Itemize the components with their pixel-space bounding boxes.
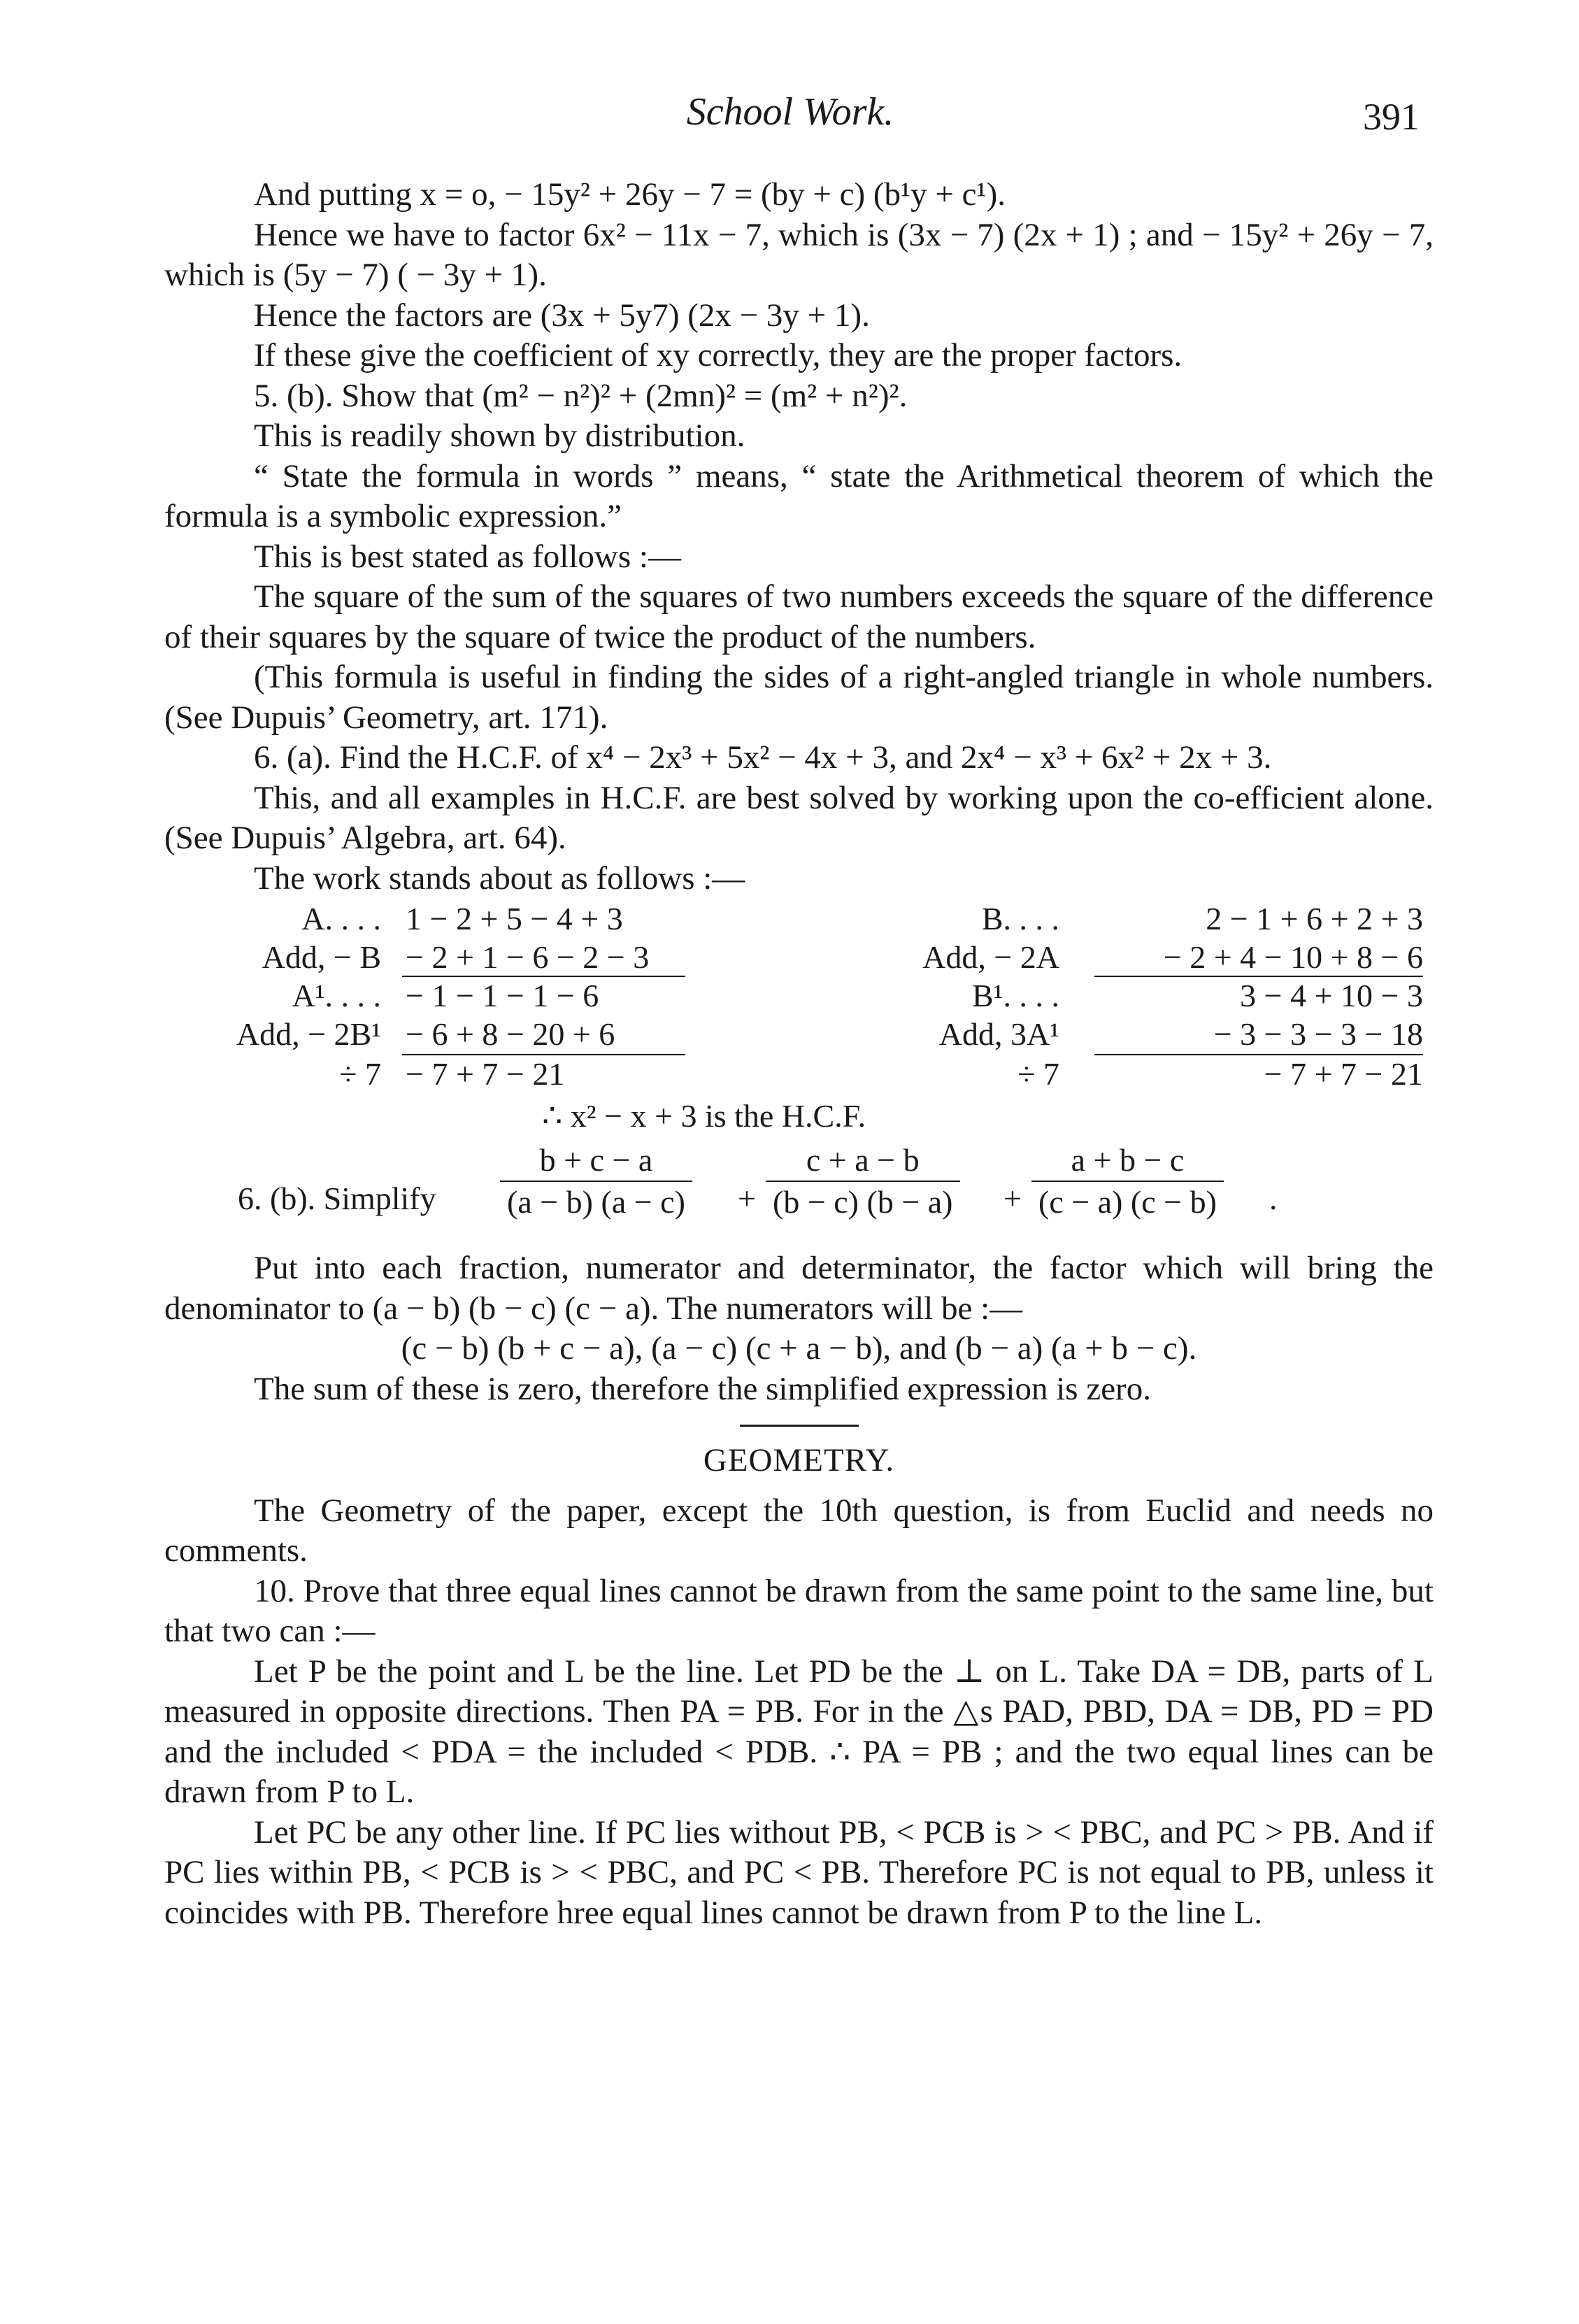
- hcf-right-expr: 2 − 1 + 6 + 2 + 3: [1206, 901, 1423, 936]
- paragraph: This, and all examples in H.C.F. are best solved by working upon the co-efficient alone. (See Dupuis’ Algebra, art. 64).: [164, 779, 1434, 856]
- hcf-right-label: B¹. . . .: [972, 978, 1059, 1013]
- hcf-left-expr: − 6 + 8 − 20 + 6: [406, 1016, 615, 1052]
- fraction-denominator: (b − c) (b − a): [766, 1181, 960, 1222]
- hcf-working: [164, 899, 1434, 1140]
- hcf-right-rule: [1094, 1054, 1423, 1055]
- fraction-numerator: a + b − c: [1071, 1142, 1185, 1178]
- paragraph: This is best stated as follows :—: [254, 538, 681, 575]
- hcf-conclusion: ∴ x² − x + 3 is the H.C.F.: [542, 1098, 866, 1134]
- section-title: GEOMETRY.: [703, 1442, 895, 1478]
- paragraph: This is readily shown by distribution.: [254, 418, 745, 454]
- end-period: .: [1269, 1181, 1278, 1216]
- paragraph: Put into each fraction, numerator and determinator, the factor which will bring the denominator to (a − b) (b − c) (c − a). The numerators will be :—: [164, 1250, 1434, 1327]
- fraction-numerator: c + a − b: [806, 1142, 920, 1178]
- section-divider: [740, 1425, 859, 1427]
- hcf-right-expr: − 3 − 3 − 3 − 18: [1213, 1016, 1423, 1052]
- paragraph: The sum of these is zero, therefore the simplified expression is zero.: [254, 1370, 1151, 1407]
- hcf-left-label: ÷ 7: [339, 1056, 381, 1092]
- hcf-left-expr: − 1 − 1 − 1 − 6: [406, 978, 599, 1013]
- hcf-left-label: A. . . .: [301, 901, 381, 936]
- fraction-numerator: b + c − a: [539, 1142, 653, 1178]
- paragraph: The work stands about as follows :—: [254, 860, 745, 897]
- hcf-left-label: Add, − 2B¹: [236, 1016, 381, 1052]
- plus-sign: +: [1003, 1181, 1022, 1216]
- hcf-right-expr: − 2 + 4 − 10 + 8 − 6: [1163, 939, 1423, 975]
- hcf-left-rule: [402, 1054, 685, 1055]
- paragraph: Hence we have to factor 6x² − 11x − 7, which is (3x − 7) (2x + 1) ; and − 15y² + 26y − 7, which is (5y − 7) ( − 3y + 1).: [164, 216, 1434, 293]
- hcf-right-label: B. . . .: [981, 901, 1059, 936]
- hcf-left-label: Add, − B: [262, 939, 381, 975]
- page-header: [161, 90, 1420, 145]
- hcf-left-expr: 1 − 2 + 5 − 4 + 3: [406, 901, 623, 936]
- fraction-denominator: (c − a) (c − b): [1031, 1181, 1224, 1222]
- paragraph: Let P be the point and L be the line. Let PD be the ⊥ on L. Take DA = DB, parts of L measured in opposite directions. Then PA = PB. For in the △s PAD, PBD, DA = DB, PD = PD and the included < PDA = the included < PDB. ∴ PA = PB ; and the two equal lines can be drawn from P to L.: [164, 1653, 1434, 1810]
- hcf-left-expr: − 7 + 7 − 21: [406, 1056, 565, 1092]
- paragraph: 6. (a). Find the H.C.F. of x⁴ − 2x³ + 5x² − 4x + 3, and 2x⁴ − x³ + 6x² + 2x + 3.: [254, 739, 1272, 776]
- page-body: [164, 175, 1434, 1933]
- paragraph: (This formula is useful in finding the sides of a right-angled triangle in whole numbers. (See Dupuis’ Geometry, art. 171).: [164, 659, 1434, 736]
- numerators-line: (c − b) (b + c − a), (a − c) (c + a − b), and (b − a) (a + b − c).: [401, 1330, 1197, 1367]
- hcf-right-label: Add, 3A¹: [938, 1016, 1059, 1052]
- simplify-expression: [164, 1140, 1434, 1248]
- hcf-right-rule: [1094, 976, 1423, 977]
- paragraph: Hence the factors are (3x + 5y7) (2x − 3y + 1).: [254, 297, 870, 334]
- hcf-right-label: ÷ 7: [1017, 1056, 1059, 1092]
- plus-sign: +: [738, 1181, 756, 1216]
- hcf-right-expr: 3 − 4 + 10 − 3: [1240, 978, 1423, 1013]
- paragraph: Let PC be any other line. If PC lies without PB, < PCB is > < PBC, and PC > PB. And if PC lies within PB, < PCB is > < PBC, and PC < PB. Therefore PC is not equal to PB, unless it coincides with PB. Therefore hree equal lines cannot be drawn from P to the line L.: [164, 1813, 1434, 1931]
- paragraph: If these give the coefficient of xy correctly, they are the proper factors.: [254, 337, 1183, 373]
- fraction-1: [500, 1140, 692, 1222]
- hcf-right-label: Add, − 2A: [922, 939, 1059, 975]
- simplify-label: 6. (b). Simplify: [238, 1181, 436, 1216]
- paragraph: The Geometry of the paper, except the 10th question, is from Euclid and needs no comments.: [164, 1492, 1434, 1569]
- fraction-denominator: (a − b) (a − c): [500, 1181, 692, 1222]
- paragraph: 10. Prove that three equal lines cannot be drawn from the same point to the same line, but that two can :—: [164, 1572, 1434, 1649]
- page-number: 391: [1363, 96, 1420, 138]
- hcf-left-rule: [402, 976, 685, 977]
- running-title: School Work.: [686, 90, 894, 134]
- hcf-right-expr: − 7 + 7 − 21: [1264, 1056, 1423, 1092]
- fraction-2: [766, 1140, 960, 1222]
- fraction-3: [1031, 1140, 1224, 1222]
- paragraph: The square of the sum of the squares of two numbers exceeds the square of the difference of their squares by the square of twice the product of the numbers.: [164, 578, 1434, 655]
- hcf-left-label: A¹. . . .: [292, 978, 381, 1013]
- paragraph: 5. (b). Show that (m² − n²)² + (2mn)² = (m² + n²)².: [254, 377, 908, 414]
- hcf-left-expr: − 2 + 1 − 6 − 2 − 3: [406, 939, 650, 975]
- paragraph: “ State the formula in words ” means, “ state the Arithmetical theorem of which the formula is a symbolic expression.”: [164, 457, 1434, 534]
- paragraph: And putting x = o, − 15y² + 26y − 7 = (by + c) (b¹y + c¹).: [254, 176, 1006, 213]
